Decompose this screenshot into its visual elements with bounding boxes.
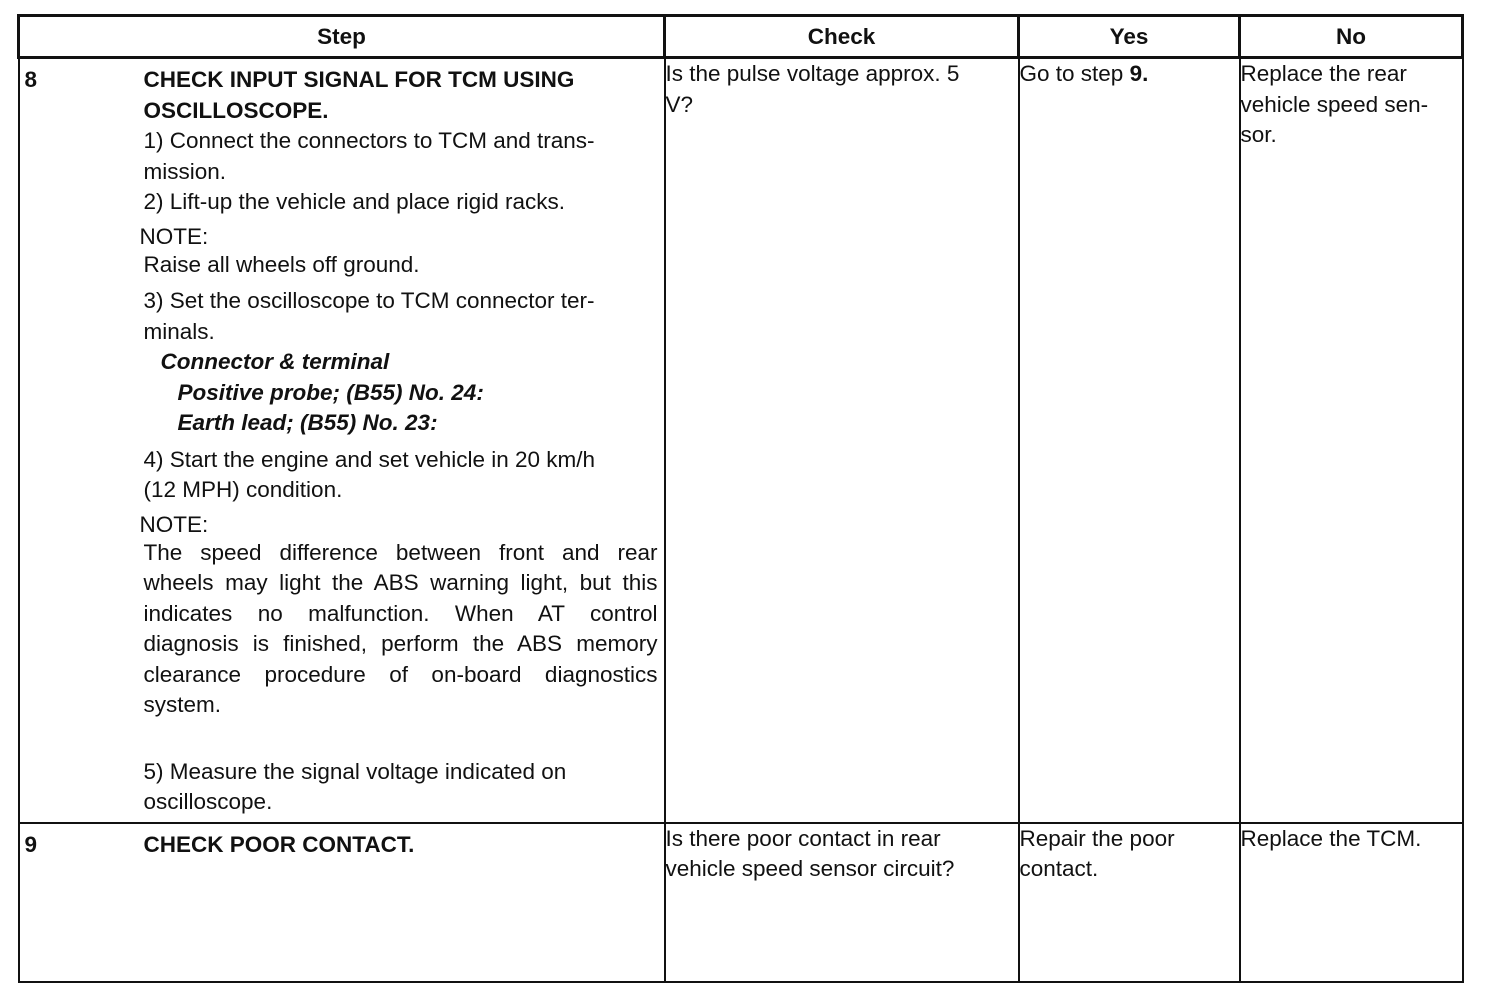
step-body — [20, 59, 664, 822]
no-text: Replace the TCM. — [1240, 825, 1422, 851]
table-row — [19, 58, 1463, 823]
connector-terminal: Positive probe; (B55) No. 24: — [177, 379, 484, 405]
check-cell — [665, 58, 1019, 823]
yes-text: Repair the poor — [1019, 825, 1175, 851]
procedure-item: oscilloscope. — [143, 789, 273, 814]
no-text: Replace the rear — [1240, 61, 1407, 86]
table-row — [19, 823, 1463, 982]
procedure-item: 4) Start the engine and set vehicle in 20 km/h — [143, 446, 596, 472]
header-yes: Yes — [1019, 16, 1240, 58]
step-body — [20, 824, 664, 865]
yes-cell — [1019, 58, 1240, 823]
procedure-item: 1) Connect the connectors to TCM and trans- — [143, 128, 595, 153]
yes-text — [1020, 59, 1239, 90]
procedure-item: mission. — [143, 158, 227, 184]
procedure-item: 2) Lift-up the vehicle and place rigid racks. — [143, 189, 565, 214]
step-title-line: CHECK INPUT SIGNAL FOR TCM USING — [143, 67, 575, 92]
yes-text: contact. — [1019, 856, 1099, 881]
step-title-line: OSCILLOSCOPE. — [143, 97, 329, 123]
check-text: Is there poor contact in rear — [665, 825, 941, 851]
step-title-line: CHECK POOR CONTACT. — [143, 831, 415, 857]
header-step: Step — [19, 16, 665, 58]
procedure-item: (12 MPH) condition. — [143, 477, 343, 502]
check-text: Is the pulse voltage approx. 5 — [665, 61, 960, 86]
connector-heading: Connector & terminal — [160, 349, 390, 374]
procedure-item: 3) Set the oscilloscope to TCM connector ter- — [143, 288, 595, 313]
note-text: The speed difference between front and rear wheels may light the ABS warning light, but this indicates no malfunction. When AT control diagnosis is finished, perform the ABS memory clearance procedure of on-board diagnostics system. — [143, 539, 658, 717]
step-number: 8 — [24, 67, 38, 92]
yes-prefix: Go to step — [1019, 61, 1130, 86]
no-text: vehicle speed sen- — [1240, 91, 1429, 117]
no-cell — [1240, 58, 1463, 823]
check-text: vehicle speed sensor circuit? — [665, 856, 955, 881]
header-check: Check — [665, 16, 1019, 58]
note-heading: NOTE: — [139, 511, 209, 537]
step-number: 9 — [24, 831, 38, 857]
check-text: V? — [665, 91, 694, 117]
diagnostic-table — [17, 14, 1464, 983]
check-cell — [665, 823, 1019, 982]
step-cell — [19, 58, 665, 823]
no-text: sor. — [1240, 122, 1277, 147]
procedure-item: 5) Measure the signal voltage indicated on — [143, 758, 567, 784]
step-reference: 9. — [1129, 61, 1149, 86]
note-text: Raise all wheels off ground. — [143, 251, 420, 277]
step-cell — [19, 823, 665, 982]
note-heading: NOTE: — [139, 223, 209, 249]
no-cell — [1240, 823, 1463, 982]
connector-terminal: Earth lead; (B55) No. 23: — [177, 410, 438, 435]
procedure-item: minals. — [143, 318, 215, 344]
header-row — [19, 16, 1463, 58]
yes-cell — [1019, 823, 1240, 982]
spacer — [144, 721, 658, 757]
header-no: No — [1240, 16, 1463, 58]
